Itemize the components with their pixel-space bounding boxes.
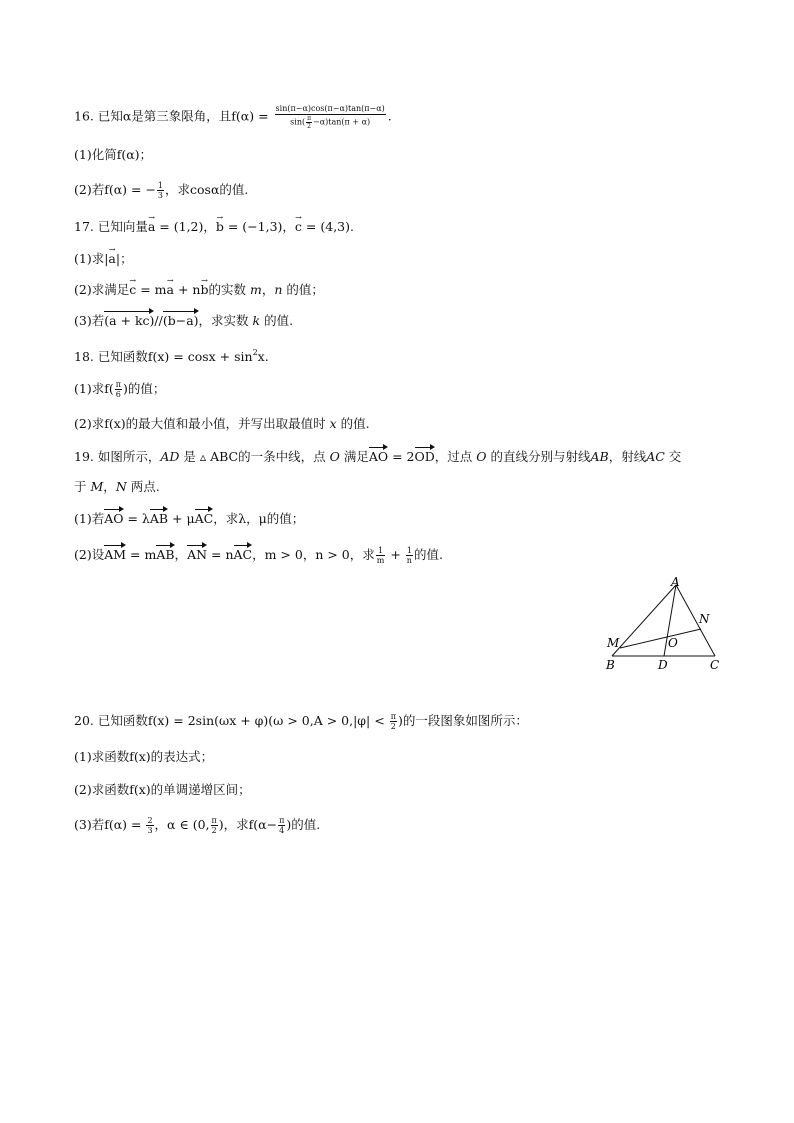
q16-prefix: 16. 已知α是第三象限角，且f(α) = — [74, 108, 273, 124]
q17-p3-c: 的值. — [260, 313, 294, 328]
q20-p3-den2: 2 — [211, 826, 217, 835]
q19-p2-frac2 — [406, 546, 413, 565]
q19-l2-b: ， — [103, 479, 116, 494]
q19-p2-f1-den: m — [376, 556, 385, 565]
q19-p2-f1-num: 1 — [376, 546, 386, 556]
q16-p2-b: ，求cosα的值. — [165, 182, 249, 197]
q19-p2-a: (2)设 — [74, 547, 105, 562]
q17-b: = (1,2)， — [155, 219, 216, 234]
q20-p3-c: )，求f(α− — [218, 817, 278, 832]
q20-p3-frac3 — [278, 816, 285, 835]
q20-frac — [390, 712, 397, 731]
q17-p2-c: + n — [173, 282, 201, 297]
q19-part2 — [74, 546, 443, 565]
q18-p1-den: 6 — [115, 390, 121, 399]
q20-part1 — [74, 748, 213, 766]
q19-l2-a: 于 — [74, 479, 91, 494]
q19-part1 — [74, 510, 304, 528]
q20-p3-den1: 3 — [147, 826, 153, 835]
q20-p1-text: (1)求函数f(x)的表达式； — [74, 749, 214, 764]
q19-p2-f: 的值. — [413, 547, 443, 562]
q20-num: π — [390, 712, 396, 721]
q19-statement-line1 — [74, 448, 681, 466]
q16-denominator — [275, 115, 386, 130]
q19-p2-b: = m — [126, 547, 157, 562]
vector-a: → a — [148, 218, 155, 236]
q16-p2-a: (2)若f(α) = − — [74, 182, 156, 197]
q19-p2-vec-AM: AM — [104, 547, 127, 562]
q17-p3-b: ，求实数 — [198, 313, 253, 328]
q16-fraction — [275, 104, 386, 130]
q19-O: O — [329, 449, 340, 464]
q20-statement — [74, 712, 528, 731]
q19-l1-g: ，射线 — [608, 449, 647, 464]
label-B: B — [606, 658, 615, 672]
vector-c: → c — [129, 281, 136, 299]
q16-p2-den: 3 — [157, 191, 164, 200]
vector-a: → a — [167, 281, 174, 299]
q16-suffix: . — [387, 108, 392, 124]
q18-p1-num: π — [115, 380, 121, 389]
q19-l1-c: 满足 — [339, 449, 369, 464]
q17-p3-parallel: // — [154, 313, 163, 328]
q17-p2-f: 的值； — [282, 282, 324, 297]
q16-part1 — [74, 146, 152, 164]
q16-den-frac — [306, 115, 312, 130]
q18-line: 18. 已知函数f(x) = cosx + sin — [74, 349, 253, 364]
q20-p3-a: (3)若f(α) = — [74, 817, 146, 832]
q18-p2-x: x — [329, 416, 337, 431]
q17-part2 — [74, 281, 324, 299]
q19-p1-vec-AB: AB — [149, 511, 169, 526]
q19-l1-e: ，过点 — [434, 449, 477, 464]
q19-p1-vec-AO: AO — [104, 511, 124, 526]
side-AB — [612, 585, 676, 656]
q16-den-b: −α)tan(π + α) — [313, 117, 371, 127]
q17-p2-d: 的实数 — [208, 282, 250, 297]
q20-p3-num1: 2 — [147, 816, 153, 825]
q19-p2-c: ， — [174, 547, 188, 562]
q19-AD: AD — [160, 449, 180, 464]
q20-p3-num3: π — [279, 816, 285, 825]
q19-p1-c: + μ — [168, 511, 195, 526]
q17-p3-k: k — [252, 313, 261, 328]
label-O: O — [668, 636, 678, 650]
q17-p2-n: n — [274, 282, 283, 297]
q19-vec-OD: OD — [414, 449, 435, 464]
label-D: D — [658, 658, 668, 672]
label-N: N — [699, 612, 710, 626]
label-C: C — [710, 658, 720, 672]
q19-p2-vec-AB: AB — [156, 547, 175, 562]
q17-statement — [74, 218, 354, 236]
q16-den-frac-den: 2 — [307, 123, 311, 130]
q18-part1 — [74, 380, 165, 399]
q19-N: N — [115, 479, 127, 494]
q17-part3 — [74, 312, 293, 330]
vector-a: → a — [108, 250, 115, 268]
q18-sup: 2 — [252, 348, 258, 357]
q19-l1-b: 是 ▵ ABC的一条中线，点 — [179, 449, 330, 464]
line-MN — [620, 629, 701, 648]
q17-a: 17. 已知向量 — [74, 219, 148, 234]
q19-p2-plus: + — [386, 547, 405, 562]
q16-p1-text: (1)化简f(α)； — [74, 147, 153, 162]
q18-p2-a: (2)求f(x)的最大值和最小值，并写出取最值时 — [74, 416, 330, 431]
q19-p2-vec-AN: AN — [187, 547, 208, 562]
q20-p2-text: (2)求函数f(x)的单调递增区间； — [74, 782, 251, 797]
q19-l1-f: 的直线分别与射线 — [486, 449, 591, 464]
q18-p1-b: )的值； — [122, 381, 166, 396]
label-M: M — [607, 636, 620, 650]
q18-p2-b: 的值. — [336, 416, 370, 431]
q19-M: M — [90, 479, 104, 494]
q16-p2-frac — [157, 181, 164, 200]
label-A: A — [671, 575, 680, 589]
q17-d: = (4,3). — [301, 219, 354, 234]
q19-p2-f2-num: 1 — [406, 546, 412, 555]
q16-numerator: sin(π−α)cos(π−α)tan(π−α) — [275, 104, 385, 113]
q17-p1-b: |； — [115, 251, 133, 266]
q17-p2-b: = m — [136, 282, 167, 297]
q16-statement — [74, 104, 392, 130]
q19-p1-a: (1)若 — [74, 511, 105, 526]
q19-AB: AB — [590, 449, 609, 464]
q18-statement — [74, 344, 269, 366]
q19-p1-b: = λ — [123, 511, 150, 526]
q18-p1-a: (1)求f( — [74, 381, 114, 396]
q20-part3 — [74, 816, 320, 835]
q19-p2-d: = n — [207, 547, 234, 562]
q16-part2 — [74, 181, 248, 200]
q19-AC: AC — [646, 449, 665, 464]
q17-p3-a: (3)若 — [74, 313, 105, 328]
triangle-figure — [600, 575, 740, 675]
q19-l2-c: 两点. — [126, 479, 160, 494]
q20-den: 2 — [390, 722, 396, 731]
q17-p3-vec2: (b−a) — [162, 313, 199, 328]
q20-p3-num2: π — [211, 816, 217, 825]
q19-statement-line2 — [74, 478, 160, 496]
q20-p3-d: )的值. — [286, 817, 321, 832]
q18-part2 — [74, 415, 370, 433]
q20-line-b: )的一段图象如图所示： — [397, 713, 528, 728]
q19-l1-h: 交 — [664, 449, 682, 464]
q17-p2-a: (2)求满足 — [74, 282, 130, 297]
q16-den-frac-num: π — [307, 115, 312, 122]
vector-c: → c — [295, 218, 302, 236]
q19-p2-e: ，m > 0，n > 0，求 — [252, 547, 375, 562]
q17-p3-vec1: (a + kc) — [104, 313, 155, 328]
q19-l1-d: = 2 — [388, 449, 415, 464]
q16-den-a: sin( — [290, 117, 306, 127]
q18-p1-frac — [115, 380, 122, 399]
q20-line-a: 20. 已知函数f(x) = 2sin(ωx + φ)(ω > 0,A > 0,|φ| < — [74, 713, 389, 728]
q20-p3-den3: 4 — [279, 826, 285, 835]
q19-p1-vec-AC: AC — [194, 511, 214, 526]
q19-p2-f2-den: n — [406, 556, 412, 565]
q20-p3-b: ，α ∈ (0, — [154, 817, 210, 832]
q17-p2-e: ， — [261, 282, 275, 297]
q19-p2-vec-AC: AC — [233, 547, 253, 562]
q20-p3-frac2 — [211, 816, 218, 835]
q19-vec-AO: AO — [368, 449, 389, 464]
q17-p2-m: m — [249, 282, 262, 297]
q17-c: = (−1,3)， — [223, 219, 295, 234]
vector-b: → b — [216, 218, 224, 236]
q18-line-end: x. — [257, 349, 269, 364]
q17-p1-a: (1)求| — [74, 251, 109, 266]
q20-part2 — [74, 781, 251, 799]
q16-p2-num: 1 — [157, 181, 164, 190]
q19-l1-a: 19. 如图所示， — [74, 449, 161, 464]
vector-b: → b — [200, 281, 208, 299]
q19-p2-frac1 — [376, 546, 386, 565]
q19-p1-d: ，求λ，μ的值； — [213, 511, 305, 526]
q20-p3-frac1 — [146, 816, 153, 835]
q17-part1 — [74, 250, 133, 268]
q19-O2: O — [476, 449, 487, 464]
